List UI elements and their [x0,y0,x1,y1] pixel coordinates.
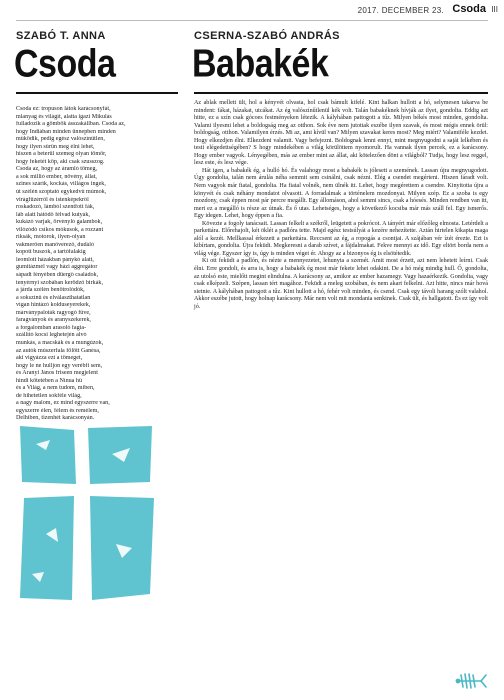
poem-line: Csoda az, hogy az áramló tömeg, [16,166,98,173]
poem-line: vígan hintázó kolduseyerekek, [16,302,91,309]
poem-line: faragványok és aranyszekerek, [16,317,91,324]
header-divider [16,20,488,21]
poem-line: Delhiben, tizenhét karácsonyán. [16,415,95,422]
poem-line: hogy ilyen sűrűn meg élni lehet, [16,143,95,150]
issue-date: 2017. DECEMBER 23. [357,6,444,15]
poem-line: működik, pedig egész valószínűtlen, [16,136,105,143]
magazine-name: Csoda [452,3,486,15]
poem-line: a járda szélén benötrolódók, [16,287,85,294]
poem-line: kukázó varjak, örvényló galambok, [16,219,103,226]
left-title-rule [16,92,178,94]
poem-line: hogy Indiában minden ünnepben minden [16,128,116,135]
poem-line: munkás, a macskák és a mungúzok, [16,339,104,346]
poem-line: de hihetetlen sokféle világ, [16,392,82,399]
poem-line: a forgalomban arasoló fagia- [16,324,87,331]
poem-line: fulladozik a gömbök ásszakállban. Csoda az, [16,121,126,128]
poem-line: hindi kötetében a Nínua hű [16,377,82,384]
poem-line: és a Világ, a nem tudom, miben, [16,385,95,392]
poem-line: márványpaloták ragyogó fűve, [16,309,91,316]
poem-line: virágfüzérről és istenképekről [16,196,89,203]
poem-line: és Aranyi János friseen megjelent [16,370,98,377]
right-author: CSERNA-SZABÓ ANDRÁS [194,30,340,42]
poem-line: Csoda ez: tropuson látok karácsonyfát, [16,106,111,112]
poem-line: hiszen a beterül szemeg olyan tömör, [16,151,107,158]
poem-line: egyszerre élen, félem és remélem, [16,407,99,414]
page-number: III [491,5,498,14]
right-paragraph: Az ablak mellett ült, hol a kényvét olvasta, hol csak bámult kifelé. Kint halkan hullott a hó, selymesen takarva be mindent: fákat, házakat, utcákat. Az ég valószínűtlenül kék volt. Talán babakéknek hívják az ilyet, gondolta. Eddig azt hitte, ez a szín csak gócoes festményeken létezik. A kályhában pattogott a tűz. Milyen békés most minden, gondolta. Valami ilyesmi lehet a boldogság meg az otthon. Sok éve nem jutottak eszébe ilyen szavak, és most mégis ennek örül: boldogság, otthon. Valamilyen érzés. Mi az, ami kívül van? Milyen szavakat keres most? Meg miért? Valamiféle kezdet. Hogy elkezdjen élni. Elkezdeni valamit. Vagy befejezni. Boldognak lenni ennyi, mint megnyugodni a saját lelkében és testi elégedettségében? S hogy mindekében a világ körülöttem nyomorult. Ha vannak ilyen percek, ez a karácsony. Hogy ember vagyok. Lényegében, más az ember mint az állat, aki kötelezően dönt a világból? Tudja, hogy lesz reggel, lesz este, és lesz vége. [194,100,488,167]
left-article-body [16,106,178,423]
right-article-body [194,100,488,311]
fish-skeleton-logo-icon [454,670,488,692]
poem-line: szines szárík, kockás, villágos ingek, [16,181,106,188]
window-cross-illustration-icon [16,424,156,602]
poem-line: láb alatt hátődő félvad kutyák, [16,211,90,218]
right-paragraph: Hát igen, a babakék ég, a hulló hó. És valahogy most a babakék is jólesett a szemének. Lassan újra megnyugodott. Úgy gondolta, talán nem árulás néha semmit sem csinálni, csak nézni. Elég a csendet megérteni. Hiszen fáradt volt. Nem vagyok már fiatal, gondolta. Ha fiatal volnék, nem ülnék itt. Lehet, hogy megérettem a csendre. Kinyitotta újra a könyvét és csak néhány mondatot olvasott. A forradalmak a történelem mozdonyai. Milyen szép. Ez a szoba is egy mozdony, csak éppen most pár percre megállt. Egy állomáson, ahol semmi sincs, csak a hóesés. Minden rendben van itt, mert ez a megálló is része az útnak. És ő utas. Lehetséges, hogy a következő kocsiba már más száll fel. Egy ismerős. Egy idegen. Lehet, hogy éppen a fia. [194,167,488,220]
poem-line: a sok millió ember, növény, állat, [16,173,97,180]
right-title-rule [194,92,488,94]
poem-line: a sokszínű és elválaszthatatlan [16,294,91,301]
poem-line: kopott buszok, a tartófalakig [16,249,86,256]
poem-line: roskadozó, lámból szentfott fák, [16,204,95,211]
poem-line: vakmerően manőverező, dudáló [16,241,95,248]
poem-line: a nagy malom, ez mind egyszerre van, [16,400,110,407]
right-paragraph: Ki ott feküdt a padlón, és nézte a mennyezetet, lehunyta a szemét. Amit most érzett, azt nem lehetett leírni. Csak élni. Erre gondolt, és arra is, hogy a babakék ég most már fekete lehet odakint. De a hó még mindig hull. Ő, gondolta, az utolsó este, mielőtt megint elindulna. A karácsony az, amikor az ember hazamegy. Vagy hazaérkezik. Gondolta, vagy csak elképzeli. Szépen, lassan tért magához. Feküdt a meleg szobában, és nem akart felkelni. Azt hitte, nincs már hová sietnie. A kályhában pattogott a tűz. Kint hullott a hó, fehér volt minden, és csend. Csak egy távoli harang szólt valahol. Akkor eszébe jutott, hogy holnap karácsony. Már nem volt mit mondania senkinek. Csak ült, és hallgatott. És ez így volt jó. [194,258,488,310]
poem-line: hogy le ne hulljon egy verébfi sem, [16,362,103,369]
poem-line: tenyérnyi szobában kerödző birkák, [16,279,103,286]
poem-line: szállító kocsi leghetején alvó [16,332,87,339]
poem-line: az autók múszerfala fölött Ganésa, [16,347,101,354]
left-author: SZABÓ T. ANNA [16,30,106,42]
poem-line: leomlott házakban pánykó alatt, [16,256,94,263]
right-paragraph: Kövezte a fogoly tanácsait. Lassan felkelt a székről, leügetett a pokrócot. A tányért már előzőleg elmosta. Letérdelt a parkettára. Előrehajolt, két öklét a padlóra tette. Majd egész testsúlyát a kezére nehezítette. Aztán hirtelen kikapta maga alól a kezét. Mellkassal érkezett a parkettára. Reccsent az ég, a ropogás a csontjai. A szájában vér ízét érezte. Ezt is kibírtam, gondolta. Újra feküdt. Megkeresni a darab szívet, a fájdalmakat. Fekve mennyi az idő. Egy eltört borda nem a világ vége. Egyszer így is, úgy is minden véget ér. Ahogy az a bizonyos ég is elsötétedik. [194,220,488,257]
poem-line: aki vigyázza ezt a tömeget, [16,355,83,362]
right-title: Babakék [192,42,329,86]
poem-line: ríksák, motorok, ilyen-olyan [16,234,86,241]
poem-line: vilózódó csíkos mókusok, a rozzant [16,226,104,233]
page-header [0,0,504,24]
poem-line: hogy feketét köp, aki csak szusszog. [16,158,105,165]
left-title: Csoda [14,42,116,86]
poem-line: út szélén szoptató egykedvű múmok, [16,189,107,196]
poem-line: sápadt fényében düergő családok, [16,272,99,279]
poem-line: mlanyag és világít, alatta igazi Mikulás [16,113,112,120]
poem-line: gumitázmél vagy házi aggregátor [16,264,98,271]
